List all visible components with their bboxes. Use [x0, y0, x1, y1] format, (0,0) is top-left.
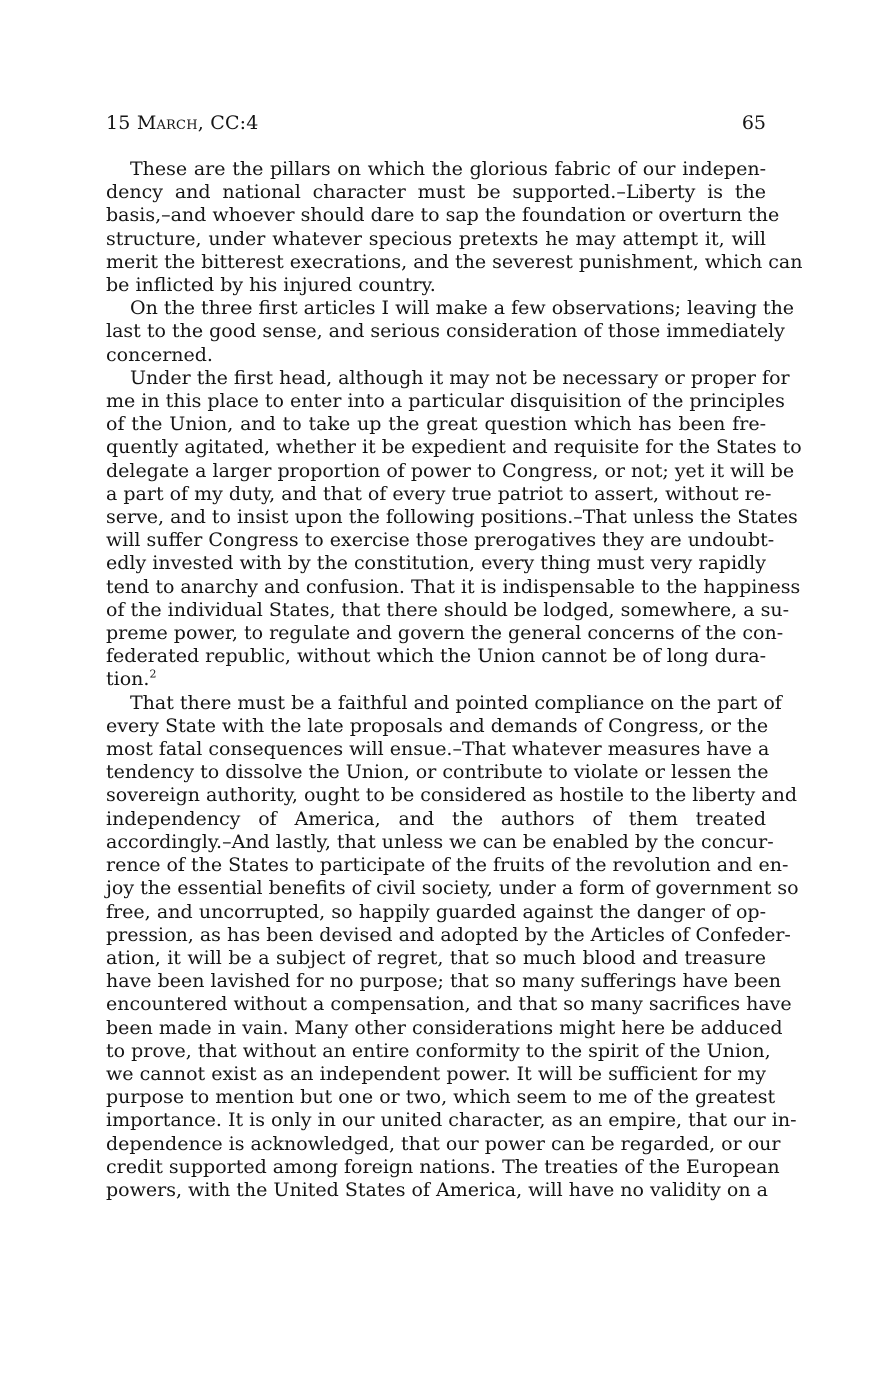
text-line: dency and national character must be supported.–Liberty is the: [106, 181, 766, 204]
text-line: delegate a larger proportion of power to Congress, or not; yet it will be: [106, 459, 795, 482]
text-line: been made in vain. Many other considerations might here be adduced: [106, 1016, 783, 1039]
paragraph: [106, 366, 802, 692]
running-head: [106, 110, 766, 136]
text-line: edly invested with by the constitution, every thing must very rapidly: [106, 552, 766, 575]
text-line: last to the good sense, and serious consideration of those immediately: [106, 320, 785, 343]
text-line: serve, and to insist upon the following positions.–That unless the States: [106, 506, 798, 529]
text-line: sovereign authority, ought to be considered as hostile to the liberty and: [106, 784, 798, 807]
text-line: me in this place to enter into a particular disquisition of the principles: [106, 390, 785, 413]
body-text: [106, 158, 803, 1202]
text-line: quently agitated, whether it be expedient and requisite for the States to: [106, 436, 802, 459]
text-line: These are the pillars on which the glorious fabric of our indepen-: [130, 158, 766, 180]
paragraph: [106, 158, 803, 297]
text-line: preme power, to regulate and govern the general concerns of the con-: [106, 622, 784, 645]
text-line: of the Union, and to take up the great question which has been fre-: [106, 413, 766, 436]
text-line: have been lavished for no purpose; that so many sufferings have been: [106, 970, 781, 993]
text-line: structure, under whatever specious pretexts he may attempt it, will: [106, 227, 766, 250]
text-line: tend to anarchy and confusion. That it is indispensable to the happiness: [106, 575, 801, 598]
document-page: [106, 110, 803, 1202]
text-line: every State with the late proposals and demands of Congress, or the: [106, 714, 769, 737]
text-line: On the three first articles I will make a few observations; leaving the: [130, 297, 795, 320]
running-head-date: 15 March, CC:4: [106, 112, 259, 134]
text-line: That there must be a faithful and pointed compliance on the part of: [130, 691, 782, 714]
text-line: concerned.: [106, 343, 213, 366]
paragraph: [106, 297, 795, 367]
text-line: importance. It is only in our united character, as an empire, that our in-: [106, 1109, 797, 1132]
text-line: credit supported among foreign nations. The treaties of the European: [106, 1155, 780, 1178]
page-number: 65: [741, 112, 766, 134]
text-line: federated republic, without which the Union cannot be of long dura-: [106, 645, 766, 668]
text-line: ation, it will be a subject of regret, that so much blood and treasure: [106, 946, 766, 969]
text-line: most fatal consequences will ensue.–That whatever measures have a: [106, 738, 770, 761]
text-line: be inflicted by his injured country.: [106, 274, 436, 297]
text-line: purpose to mention but one or two, which seem to me of the greatest: [106, 1086, 776, 1109]
text-line: to prove, that without an entire conformity to the spirit of the Union,: [106, 1039, 771, 1062]
text-line: accordingly.–And lastly, that unless we can be enabled by the concur-: [106, 830, 774, 853]
text-line: a part of my duty, and that of every true patriot to assert, without re-: [106, 482, 772, 505]
footnote-reference[interactable]: 2: [149, 668, 157, 682]
text-line: of the individual States, that there should be lodged, somewhere, a su-: [106, 598, 790, 621]
text-line: basis,–and whoever should dare to sap the foundation or overturn the: [106, 204, 780, 227]
text-line: merit the bitterest execrations, and the severest punishment, which can: [106, 250, 803, 273]
text-line: free, and uncorrupted, so happily guarded against the danger of op-: [106, 900, 766, 923]
text-line: independency of America, and the authors of them treated: [106, 807, 766, 830]
text-line: tendency to dissolve the Union, or contribute to violate or lessen the: [106, 761, 769, 784]
text-line: will suffer Congress to exercise those prerogatives they are undoubt-: [106, 529, 775, 552]
text-line: joy the essential benefits of civil society, under a form of government so: [106, 877, 799, 900]
text-line: encountered without a compensation, and that so many sacrifices have: [106, 993, 792, 1016]
text-line: tion.$^2$: [106, 668, 157, 691]
text-line: dependence is acknowledged, that our power can be regarded, or our: [106, 1132, 781, 1155]
text-line: rence of the States to participate of the fruits of the revolution and en-: [106, 854, 789, 877]
text-line: Under the first head, although it may not be necessary or proper for: [130, 366, 790, 389]
text-line: we cannot exist as an independent power. It will be sufficient for my: [106, 1062, 766, 1085]
paragraph: [106, 691, 799, 1202]
text-line: pression, as has been devised and adopted by the Articles of Confeder-: [106, 923, 791, 946]
text-line: powers, with the United States of America, will have no validity on a: [106, 1178, 768, 1201]
